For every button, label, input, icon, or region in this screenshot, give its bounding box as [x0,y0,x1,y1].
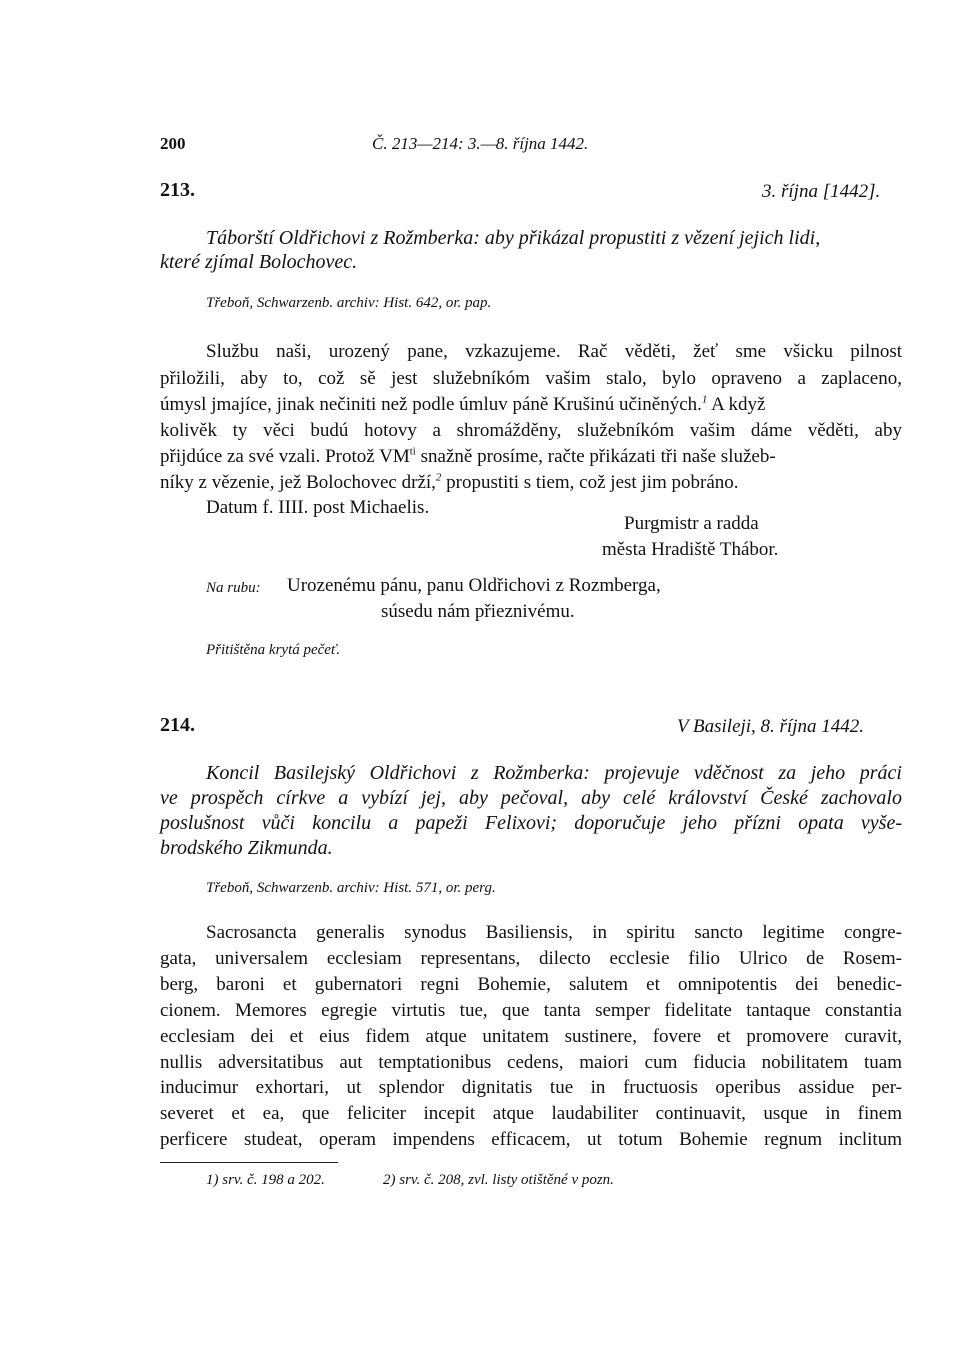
doc-214-source: Třeboň, Schwarzenb. archiv: Hist. 571, or. perg. [206,880,496,896]
vm-superscript: ti [409,445,416,458]
doc-214-text-line: berg, baroni et gubernatori regni Bohemie, salutem et omnipotentis dei benedic- [160,974,902,995]
doc-213-summary-line: které zjímal Bolochovec. [160,251,358,273]
doc-213-text-line: úmysl jmajíce, jinak nečiniti než podle úmluv páně Krušinú učiněných.$^1$ A když [160,393,766,415]
address-label: Na rubu: [206,580,261,596]
doc-213-summary-line: Táborští Oldřichovi z Rožmberka: aby přikázal propustiti z vězení jejich lidi, [206,227,821,249]
doc-213-datum: Datum f. IIII. post Michaelis. [206,497,430,518]
seal-note: Přitištěna krytá pečeť. [206,642,341,658]
doc-214-summary-line: ve prospěch církve a vybízí jej, aby pečoval, aby celé království České zachovalo [160,787,902,809]
doc-213-number: 213. [160,179,195,201]
doc-214-summary-line: brodského Zikmunda. [160,837,333,859]
doc-213-text-line: přiložili, aby to, což sě jest služebníkóm vašim stalo, bylo opraveno a zaplaceno, [160,368,902,389]
address-line: Urozenému pánu, panu Oldřichovi z Rozmberga, [287,575,661,596]
running-title: Č. 213—214: 3.—8. října 1442. [372,134,589,153]
footnote-1: 1) srv. č. 198 a 202. [206,1172,325,1188]
doc-214-text-line: perficere studeat, operam impendens efficacem, ut totum Bohemie regnum inclitum [160,1129,902,1150]
address-line: súsedu nám přieznivému. [381,601,575,622]
doc-214-text-line: inducimur exhortari, ut splendor dignitatis tue in fructuosis operibus assidue per- [160,1077,902,1098]
doc-214-text-line: ecclesiam dei et eius fidem atque unitatem sustinere, fovere et promovere curavit, [160,1026,902,1047]
doc-213-text-line: kolivěk ty věci budú hotovy a shromážděny, služebníkóm vašim dáme věděti, aby [160,420,902,441]
doc-214-text-line: nullis adversitatibus aut temptationibus cedens, maiori cum fiducia nobilitatem tuam [160,1052,902,1073]
doc-214-text-line: Sacrosancta generalis synodus Basiliensis, in spiritu sancto legitime congre- [206,922,902,943]
footnote-ref-2[interactable]: 2 [435,471,442,484]
signature-line: města Hradiště Thábor. [602,539,779,560]
doc-214-text-line: severet et ea, que feliciter incepit atque laudabiliter continuavit, usque in finem [160,1103,902,1124]
doc-214-text-line: gata, universalem ecclesiam representans, dilecto ecclesie filio Ulrico de Rosem- [160,948,902,969]
doc-213-date: 3. října [1442]. [762,181,881,202]
doc-213-text-line: přijdúce za své vzali. Protož $VM^{ti}$ snažně prosíme, račte přikázati tři naše služeb- [160,445,776,467]
doc-213-source: Třeboň, Schwarzenb. archiv: Hist. 642, or. pap. [206,295,492,311]
doc-214-text-line: cionem. Memores egregie virtutis tue, que tanta semper fidelitate tantaque constantia [160,1000,902,1021]
doc-214-summary-line: Koncil Basilejský Oldřichovi z Rožmberka: projevuje vděčnost za jeho práci [206,762,902,784]
doc-214-date: V Basileji, 8. října 1442. [677,716,865,737]
footnote-ref-1[interactable]: 1 [701,393,708,406]
doc-214-number: 214. [160,714,195,736]
doc-213-text-line: Službu naši, urozený pane, vzkazujeme. Rač věděti, žeť sme všicku pilnost [206,341,902,362]
doc-213-text-line: níky z vězenie, jež Bolochovec drží,$^2$ propustiti s tiem, což jest jim pobráno. [160,471,739,493]
page-number: 200 [160,134,186,153]
footnote-2: 2) srv. č. 208, zvl. listy otištěné v pozn. [383,1172,614,1188]
footnote-rule [160,1162,338,1163]
doc-214-summary-line: poslušnost vůči koncilu a papeži Felixovi; doporučuje jeho přízni opata vyše- [160,812,902,834]
signature-line: Purgmistr a radda [624,513,759,534]
